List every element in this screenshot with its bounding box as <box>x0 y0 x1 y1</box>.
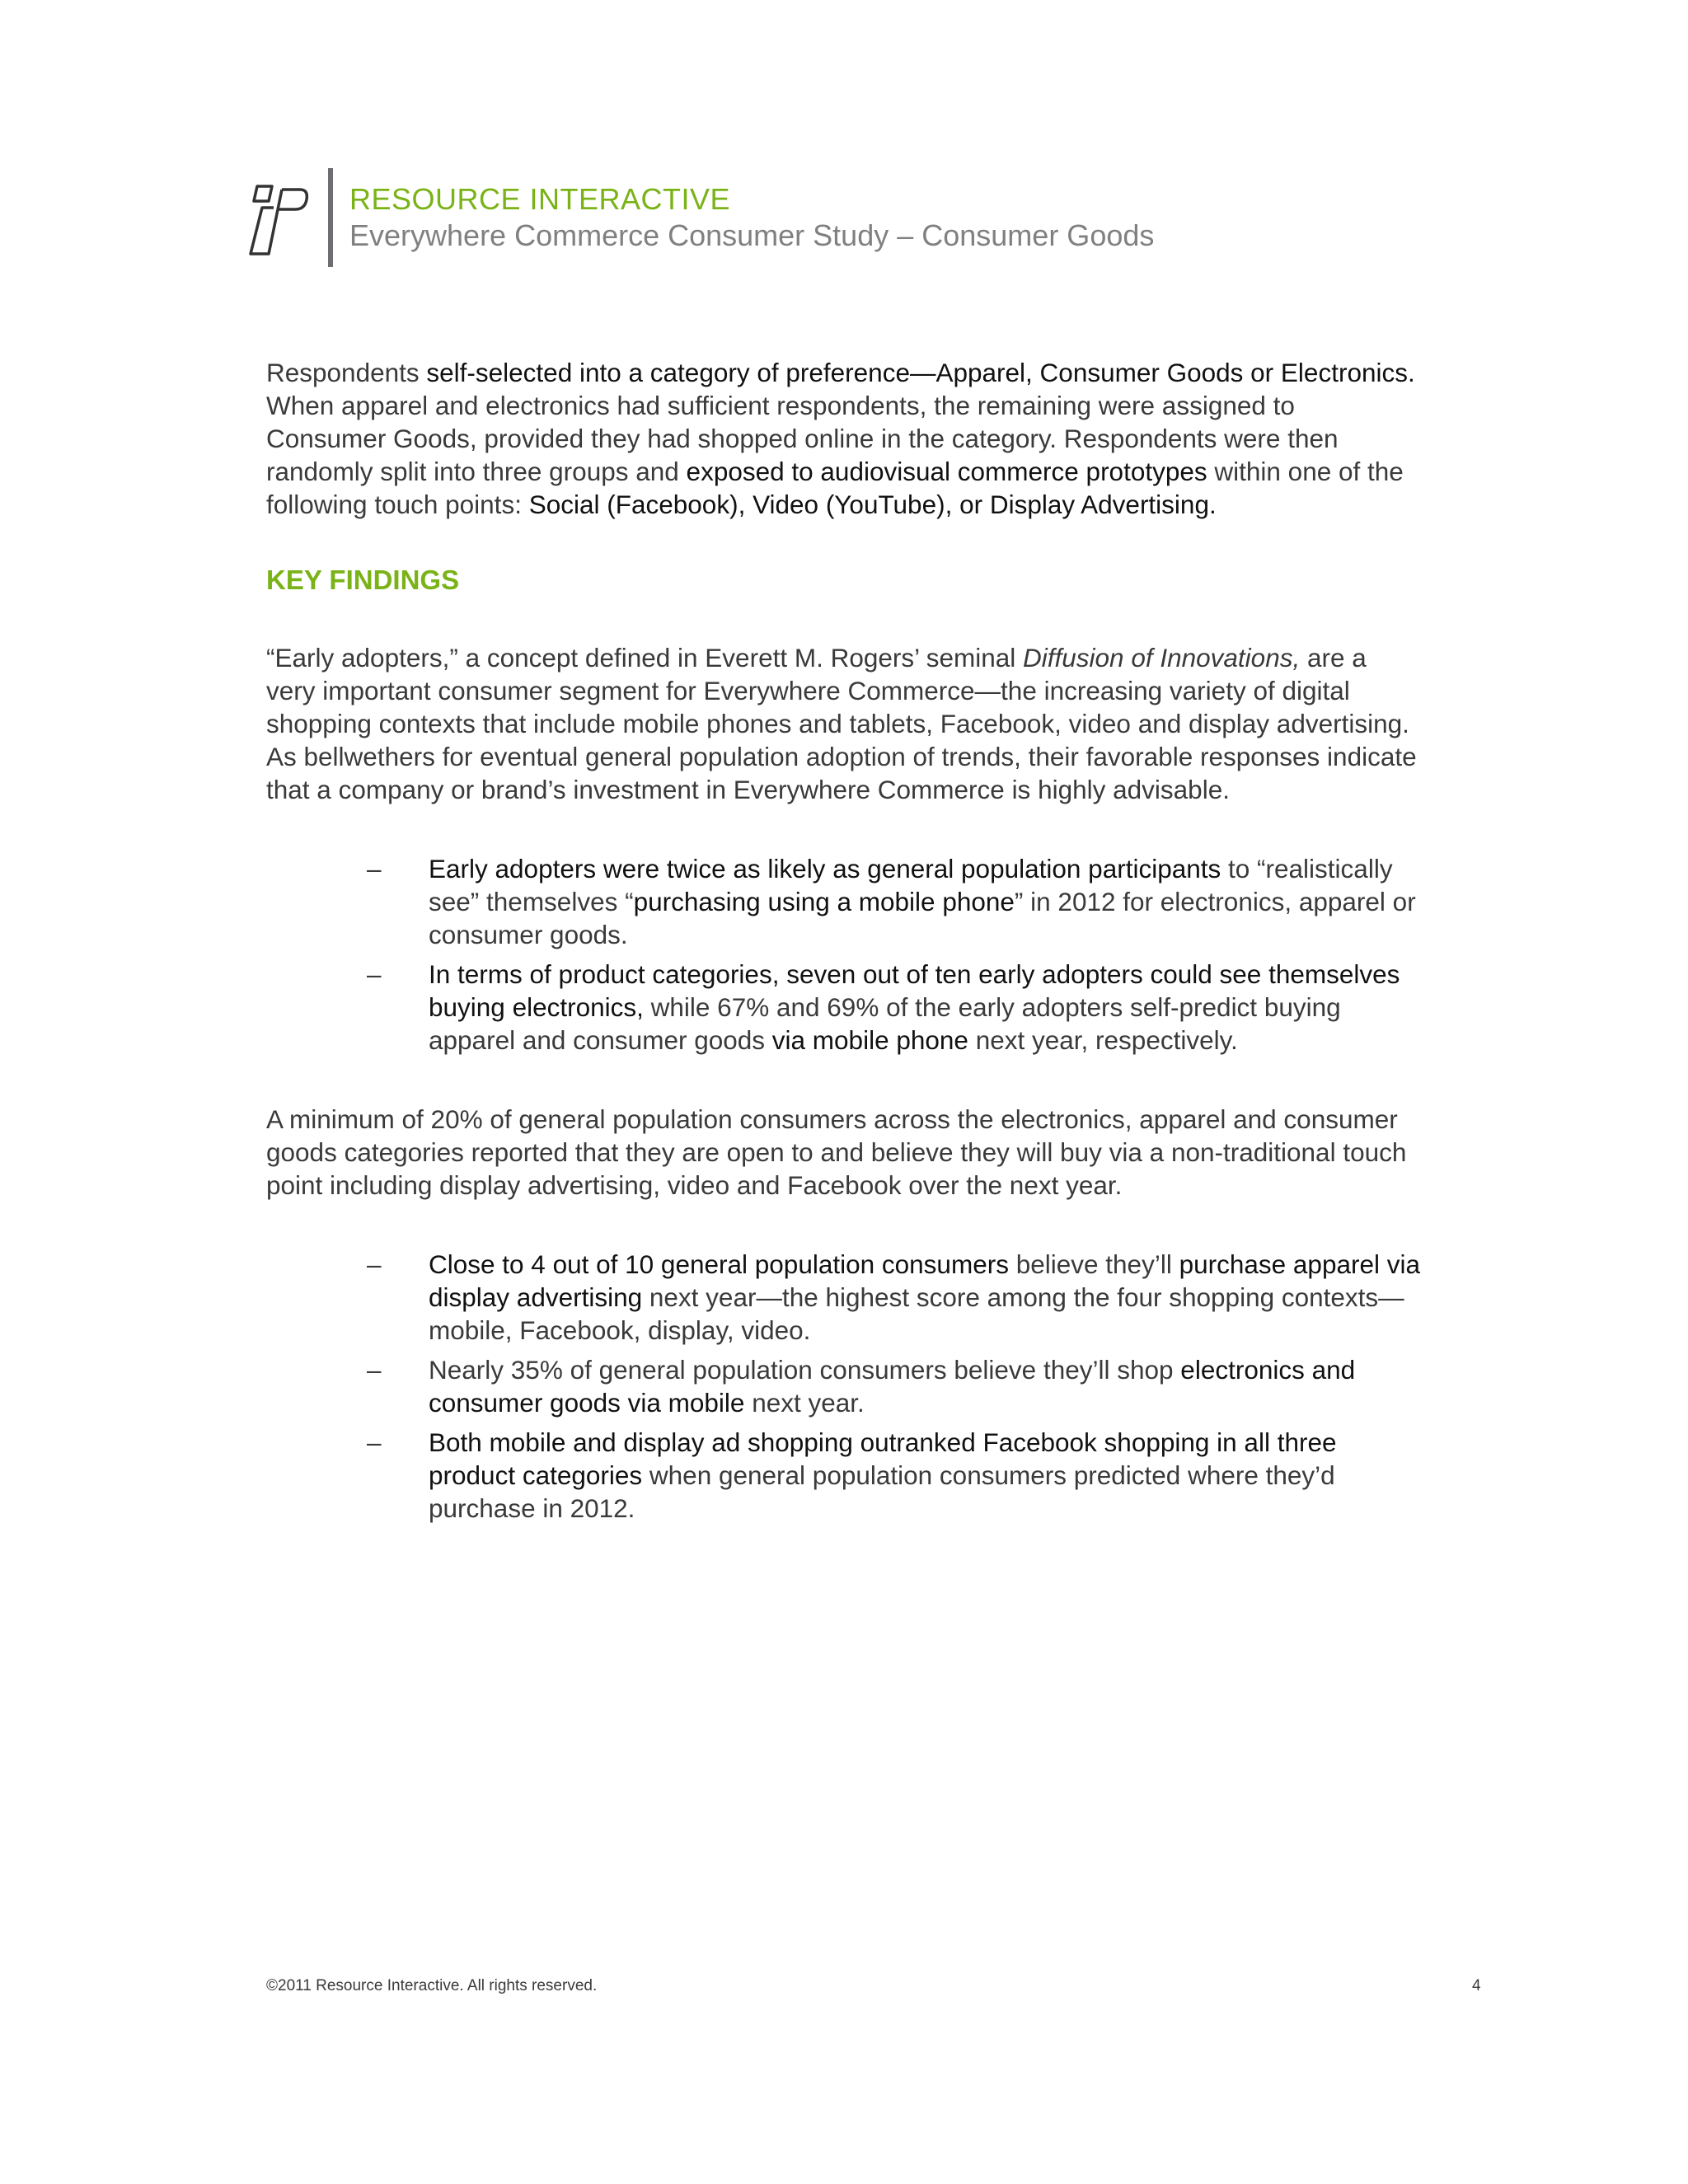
general-population-paragraph: A minimum of 20% of general population consumers across the electronics, apparel and consumer goods categories reported that they are open to and believe they will buy via a non-traditional touch point including display advertising, video and Facebook over the next year. <box>266 1104 1407 1200</box>
list-item: – In terms of product categories, seven out of ten early adopters could see themselves buying electronics, while 67% and 69% of the early adopters self-predict buying apparel and consumer goods via mobile phone next year, respectively. <box>367 959 1400 1055</box>
page-number: 4 <box>1472 1977 1481 1994</box>
document-body <box>266 356 1420 1525</box>
early-adopters-bullet-list <box>266 852 1420 1057</box>
section-heading-key-findings: KEY FINDINGS <box>266 565 460 595</box>
list-item: – Early adopters were twice as likely as general population participants to “realistically see” themselves “purchasing using a mobile phone” in 2012 for electronics, apparel or consumer goods. <box>367 854 1416 949</box>
list-item: – Both mobile and display ad shopping outranked Facebook shopping in all three product categories when general population consumers predicted where they’d purchase in 2012. <box>367 1427 1337 1523</box>
early-adopters-paragraph: “Early adopters,” a concept defined in Everett M. Rogers’ seminal Diffusion of Innovations, are a very important consumer segment for Everywhere Commerce—the increasing variety of digital shopping contexts that include mobile phones and tablets, Facebook, video and display advertising. As bellwethers for eventual general population adoption of trends, their favorable responses indicate that a company or brand’s investment in Everywhere Commerce is highly advisable. <box>266 643 1417 804</box>
header-title: RESOURCE INTERACTIVE <box>349 182 731 216</box>
general-population-bullet-list <box>266 1248 1420 1525</box>
list-item: – Close to 4 out of 10 general population consumers believe they’ll purchase apparel via display advertising next year—the highest score among the four shopping contexts—mobile, Facebook, display, video. <box>367 1249 1421 1345</box>
header-divider <box>328 168 333 267</box>
list-item: – Nearly 35% of general population consumers believe they’ll shop electronics and consumer goods via mobile next year. <box>367 1355 1356 1418</box>
resource-interactive-logo-icon <box>249 183 315 257</box>
footer-copyright: ©2011 Resource Interactive. All rights reserved. <box>266 1977 598 1994</box>
intro-paragraph: Respondents self-selected into a category of preference—Apparel, Consumer Goods or Electronics. When apparel and electronics had sufficient respondents, the remaining were assigned to Consumer Goods, provided they had shopped online in the category. Respondents were then randomly split into three groups and exposed to audiovisual commerce prototypes within one of the following touch points: Social (Facebook), Video (YouTube), or Display Advertising. <box>266 358 1415 519</box>
header-subtitle: Everywhere Commerce Consumer Study – Consumer Goods <box>349 218 1155 252</box>
